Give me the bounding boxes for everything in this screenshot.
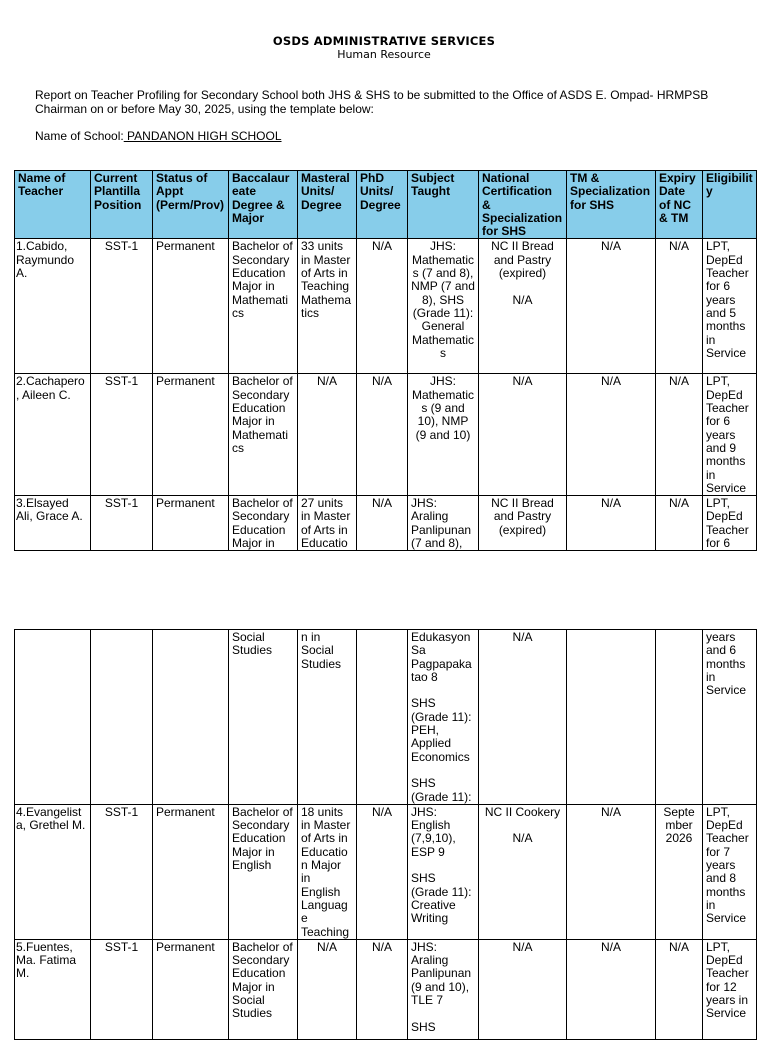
cell-position: SST-1	[91, 374, 153, 496]
col-header: Masteral Units/ Degree	[298, 171, 357, 239]
cell-tm: N/A	[567, 939, 656, 1039]
school-line	[35, 129, 282, 143]
cell-position: SST-1	[91, 496, 153, 551]
cell-expiry: September 2026	[656, 804, 703, 939]
cell-name: 2.Cachapero, Aileen C.	[15, 374, 91, 496]
cell-name: 5.Fuentes, Ma. Fatima M.	[15, 939, 91, 1039]
table-row	[15, 374, 757, 496]
col-header: Status of Appt (Perm/Prov)	[153, 171, 229, 239]
cell-tm: N/A	[567, 374, 656, 496]
cell-phd: N/A	[357, 374, 408, 496]
cell-nc: N/A	[479, 630, 567, 805]
teacher-profile-table-page2	[14, 629, 757, 1040]
cell-status: Permanent	[153, 374, 229, 496]
cell-expiry: N/A	[656, 374, 703, 496]
cell-bacc: Bachelor of Secondary Education Major in Social Studies	[229, 939, 298, 1039]
col-header: TM & Specialization for SHS	[567, 171, 656, 239]
cell-name	[15, 630, 91, 805]
report-instructions: Report on Teacher Profiling for Secondary School both JHS & SHS to be submitted to the Office of ASDS E. Ompad- HRMPSB Chairman on or before May 30, 2025, using the template below:	[35, 88, 709, 116]
cell-position	[91, 630, 153, 805]
cell-subject: JHS: English (7,9,10), ESP 9 SHS (Grade 11): Creative Writing	[408, 804, 479, 939]
cell-masteral: 18 units in Master of Arts in Education Major in English Language Teaching	[298, 804, 357, 939]
cell-status: Permanent	[153, 939, 229, 1039]
cell-expiry: N/A	[656, 939, 703, 1039]
col-header: Current Plantilla Position	[91, 171, 153, 239]
cell-status	[153, 630, 229, 805]
cell-nc: N/A	[479, 374, 567, 496]
cell-phd: N/A	[357, 939, 408, 1039]
cell-name: 3.Elsayed Ali, Grace A.	[15, 496, 91, 551]
cell-phd: N/A	[357, 239, 408, 374]
cell-position: SST-1	[91, 804, 153, 939]
cell-subject: Edukasyon Sa Pagpapakatao 8 SHS (Grade 11): PEH, Applied Economics SHS (Grade 11):	[408, 630, 479, 805]
document-subtitle: Human Resource	[337, 48, 431, 61]
cell-tm	[567, 630, 656, 805]
col-header: Subject Taught	[408, 171, 479, 239]
cell-eligibility: LPT, DepEd Teacher for 6 years and 9 months in Service	[703, 374, 757, 496]
cell-position: SST-1	[91, 239, 153, 374]
col-header: Baccalaureate Degree & Major	[229, 171, 298, 239]
col-header: Name of Teacher	[15, 171, 91, 239]
cell-masteral: n in Social Studies	[298, 630, 357, 805]
table-header-row	[15, 171, 757, 239]
table-row	[15, 630, 757, 805]
cell-phd: N/A	[357, 496, 408, 551]
cell-subject: JHS: Mathematics (7 and 8), NMP (7 and 8), SHS (Grade 11): General Mathematics	[408, 239, 479, 374]
document-title: OSDS ADMINISTRATIVE SERVICES	[272, 34, 496, 48]
cell-subject: JHS: Mathematics (9 and 10), NMP (9 and 10)	[408, 374, 479, 496]
cell-eligibility: years and 6 months in Service	[703, 630, 757, 805]
cell-subject: JHS: Araling Panlipunan (9 and 10), TLE 7 SHS	[408, 939, 479, 1039]
cell-masteral: 27 units in Master of Arts in Educatio	[298, 496, 357, 551]
table-row	[15, 239, 757, 374]
col-header: PhD Units/ Degree	[357, 171, 408, 239]
cell-phd: N/A	[357, 804, 408, 939]
table-row	[15, 804, 757, 939]
cell-tm: N/A	[567, 496, 656, 551]
cell-bacc: Bachelor of Secondary Education Major in English	[229, 804, 298, 939]
school-name: PANDANON HIGH SCHOOL	[123, 129, 282, 143]
school-label: Name of School:	[35, 129, 124, 143]
cell-tm: N/A	[567, 239, 656, 374]
cell-masteral: 33 units in Master of Arts in Teaching Mathematics	[298, 239, 357, 374]
cell-expiry: N/A	[656, 239, 703, 374]
cell-position: SST-1	[91, 939, 153, 1039]
col-header: National Certification & Specialization for SHS	[479, 171, 567, 239]
cell-eligibility: LPT, DepEd Teacher for 6 years and 5 months in Service	[703, 239, 757, 374]
cell-name: 1.Cabido, Raymundo A.	[15, 239, 91, 374]
cell-eligibility: LPT, DepEd Teacher for 7 years and 8 months in Service	[703, 804, 757, 939]
cell-phd	[357, 630, 408, 805]
table-row	[15, 496, 757, 551]
cell-nc: NC II Cookery N/A	[479, 804, 567, 939]
cell-expiry: N/A	[656, 496, 703, 551]
cell-status: Permanent	[153, 804, 229, 939]
cell-nc: N/A	[479, 939, 567, 1039]
table-row	[15, 939, 757, 1039]
cell-subject: JHS: Araling Panlipunan (7 and 8),	[408, 496, 479, 551]
cell-expiry	[656, 630, 703, 805]
cell-nc: NC II Bread and Pastry (expired) N/A	[479, 239, 567, 374]
col-header: Expiry Date of NC & TM	[656, 171, 703, 239]
cell-status: Permanent	[153, 496, 229, 551]
cell-eligibility: LPT, DepEd Teacher for 6	[703, 496, 757, 551]
cell-tm: N/A	[567, 804, 656, 939]
cell-eligibility: LPT, DepEd Teacher for 12 years in Service	[703, 939, 757, 1039]
col-header: Eligibility	[703, 171, 757, 239]
cell-nc: NC II Bread and Pastry (expired)	[479, 496, 567, 551]
cell-bacc: Bachelor of Secondary Education Major in Mathematics	[229, 374, 298, 496]
cell-masteral: N/A	[298, 374, 357, 496]
cell-status: Permanent	[153, 239, 229, 374]
teacher-profile-table-page1	[14, 170, 757, 551]
cell-name: 4.Evangelista, Grethel M.	[15, 804, 91, 939]
cell-bacc: Bachelor of Secondary Education Major in Mathematics	[229, 239, 298, 374]
cell-bacc: Social Studies	[229, 630, 298, 805]
cell-bacc: Bachelor of Secondary Education Major in	[229, 496, 298, 551]
cell-masteral: N/A	[298, 939, 357, 1039]
